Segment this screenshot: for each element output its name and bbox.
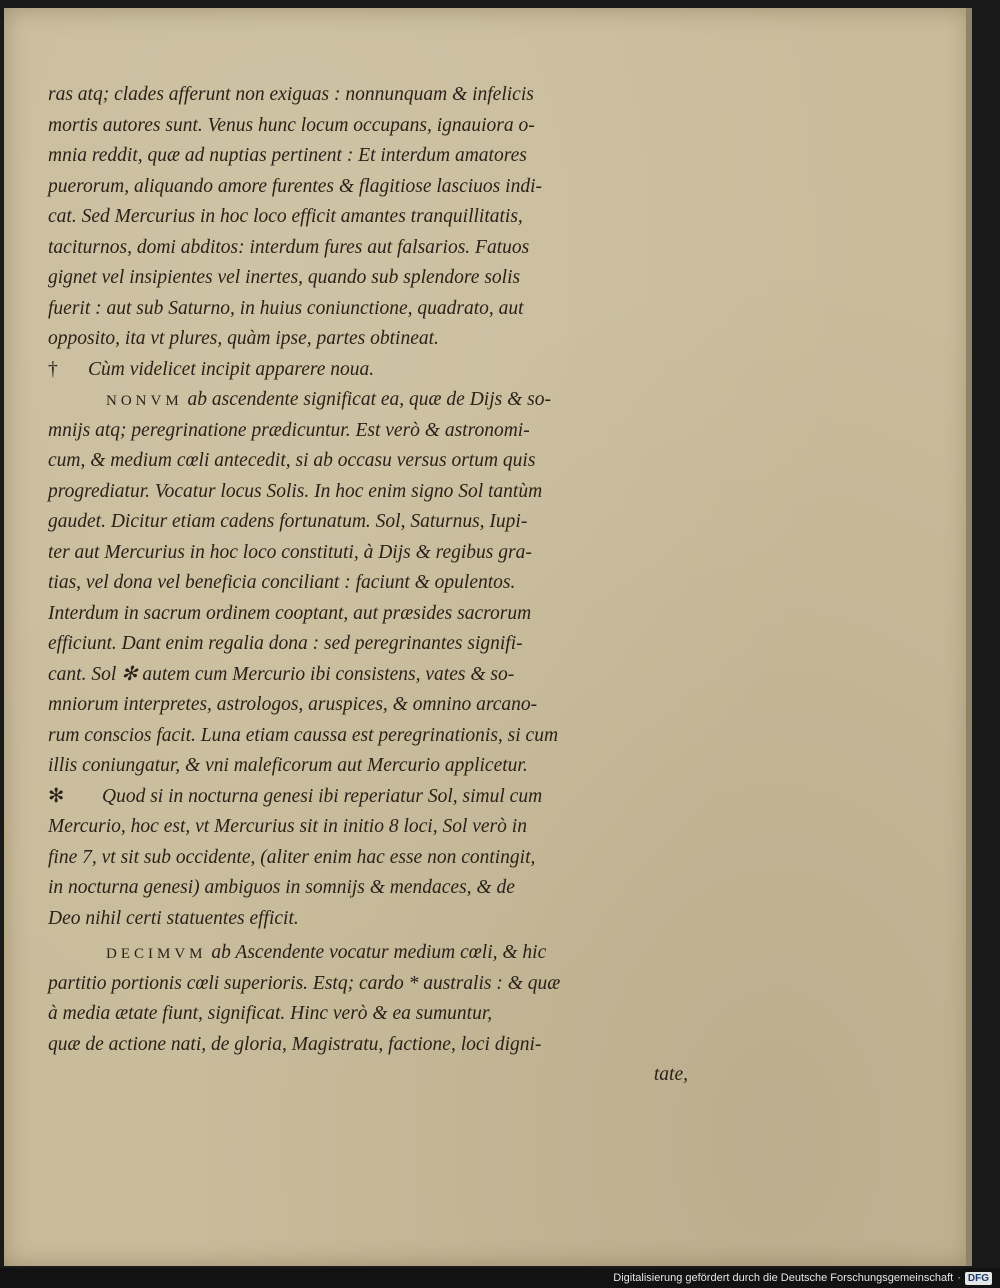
- decimum-first-line: [48, 938, 688, 969]
- star-mark: ✻: [48, 785, 65, 807]
- credit-text: Digitalisierung gefördert durch die Deutsche Forschungsgemeinschaft: [613, 1272, 954, 1284]
- section-initial-nonum: NONVM: [106, 393, 183, 409]
- text-line: progrediatur. Vocatur locus Solis. In hoc enim signo Sol tantùm: [48, 480, 543, 502]
- text-line: Deo nihil certi statuentes efficit.: [48, 907, 299, 929]
- page-edge: [966, 8, 972, 1266]
- text-line: Interdum in sacrum ordinem cooptant, aut præsides sacrorum: [48, 602, 532, 624]
- text-line: mnijs atq; peregrinatione prædicuntur. Est verò & astronomi-: [48, 419, 530, 441]
- text-line: opposito, ita vt plures, quàm ipse, partes obtineat.: [48, 328, 439, 349]
- text-line: taciturnos, domi abditos: interdum fures aut falsarios. Fatuos: [48, 236, 530, 258]
- text-line: rum conscios facit. Luna etiam caussa est peregrinationis, si cum: [48, 724, 559, 746]
- text-line: tias, vel dona vel beneficia conciliant : faciunt & opulentos.: [48, 572, 516, 593]
- text-line: ras atq; clades afferunt non exiguas : nonnunquam & infelicis: [48, 84, 534, 105]
- separator: ·: [957, 1272, 961, 1284]
- note-text: Cùm videlicet incipit apparere noua.: [88, 358, 375, 380]
- text-line: à media ætate fiunt, significat. Hinc verò & ea sumuntur,: [48, 1003, 493, 1024]
- text-line: Quod si in nocturna genesi ibi reperiatur Sol, simul cum: [102, 785, 543, 807]
- footer-credit: [613, 1270, 992, 1286]
- text-line: in nocturna genesi) ambiguos in somnijs & mendaces, & de: [48, 877, 515, 898]
- text-line: fine 7, vt sit sub occidente, (aliter enim hac esse non contingit,: [48, 846, 536, 868]
- section-initial-decimum: DECIMVM: [106, 946, 207, 962]
- text-line: cum, & medium cœli antecedit, si ab occasu versus ortum quis: [48, 450, 536, 471]
- text-line: mnia reddit, quæ ad nuptias pertinent : Et interdum amatores: [48, 145, 527, 166]
- text-line: partitio portionis cœli superioris. Estq; cardo * australis : & quæ: [48, 972, 561, 994]
- page-text: [48, 80, 688, 1091]
- nonum-first-line: [48, 385, 688, 416]
- text-line: ab ascendente significat ea, quæ de Dijs & so-: [182, 389, 551, 410]
- text-line: mniorum interpretes, astrologos, aruspices, & omnino arcano-: [48, 694, 538, 715]
- text-line: ab Ascendente vocatur medium cœli, & hic: [206, 942, 547, 963]
- book-page: [4, 8, 970, 1266]
- star-first-line: [48, 782, 688, 813]
- text-line: quæ de actione nati, de gloria, Magistratu, factione, loci digni-: [48, 1033, 542, 1055]
- text-line: gaudet. Dicitur etiam cadens fortunatum. Sol, Saturnus, Iupi-: [48, 511, 528, 532]
- text-line: gignet vel insipientes vel inertes, quando sub splendore solis: [48, 267, 521, 288]
- dfg-logo[interactable]: DFG: [965, 1272, 992, 1285]
- text-line: mortis autores sunt. Venus hunc locum occupans, ignauiora o-: [48, 114, 535, 136]
- marginal-note: [48, 355, 688, 386]
- text-line: cat. Sed Mercurius in hoc loco efficit amantes tranquillitatis,: [48, 206, 523, 227]
- text-line: fuerit : aut sub Saturno, in huius coniunctione, quadrato, aut: [48, 297, 524, 319]
- dagger-mark: †: [48, 358, 58, 380]
- text-line: cant. Sol ✻ autem cum Mercurio ibi consistens, vates & so-: [48, 663, 515, 685]
- text-line: puerorum, aliquando amore furentes & flagitiose lasciuos indi-: [48, 175, 542, 197]
- text-line: efficiunt. Dant enim regalia dona : sed peregrinantes signifi-: [48, 633, 523, 654]
- text-line: illis coniungatur, & vni maleficorum aut Mercurio applicetur.: [48, 755, 528, 776]
- catchword: tate,: [653, 1064, 688, 1085]
- text-line: Mercurio, hoc est, vt Mercurius sit in initio 8 loci, Sol verò in: [48, 816, 527, 837]
- text-line: ter aut Mercurius in hoc loco constituti, à Dijs & regibus gra-: [48, 541, 532, 563]
